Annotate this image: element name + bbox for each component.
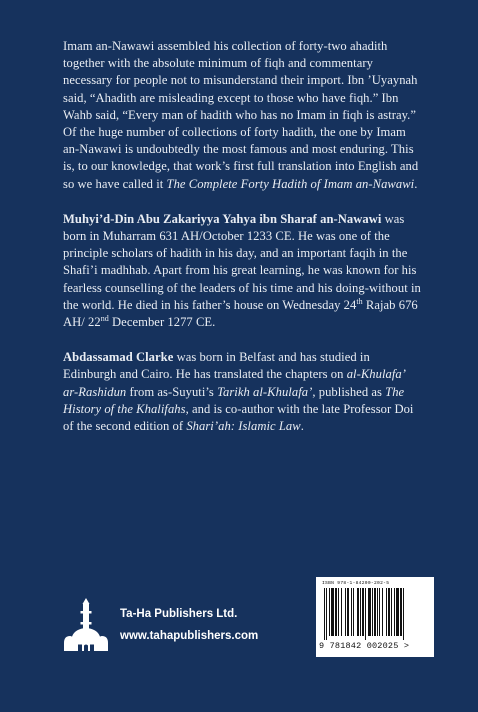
barcode-digits: 9 781842 002025 >	[319, 641, 410, 651]
barcode-bar	[338, 588, 339, 636]
barcode-bar	[365, 588, 366, 640]
translator-bio: Abdassamad Clarke was born in Belfast and has studied in Edinburgh and Cairo. He has translated the chapters on al-Khulafa’ ar-Rashidun from as-Suyuti’s Tarikh al-Khulafa’, published as The History of the Khalifahs, and is co-author with the late Professor Doi of the second edition of Shari’ah: Islamic Law.	[63, 350, 414, 434]
isbn-label: ISBN 978-1-84200-202-5	[322, 581, 390, 586]
barcode-bar	[357, 588, 359, 636]
barcode-bar	[345, 588, 346, 636]
barcode-bar	[362, 588, 364, 636]
barcode-bar	[335, 588, 337, 636]
barcode-bar	[400, 588, 402, 636]
barcode-bar	[379, 588, 380, 636]
barcode-bar	[377, 588, 378, 636]
author-name: Muhyi’d-Din Abu Zakariyya Yahya ibn Sharaf an-Nawawi	[63, 211, 382, 226]
barcode-bar	[403, 588, 404, 640]
barcode-bar	[388, 588, 390, 636]
barcode-bar	[391, 588, 392, 636]
barcode-bar	[368, 588, 371, 636]
barcode-bar	[372, 588, 373, 636]
barcode-bar	[386, 588, 387, 636]
barcode-bar	[396, 588, 399, 636]
barcode-bar	[329, 588, 330, 636]
barcode-bars	[323, 588, 427, 640]
book-title: The Complete Forty Hadith of Imam an-Nawawi	[166, 176, 415, 191]
blurb-paragraph-1: Imam an-Nawawi assembled his collection of forty-two ahadith together with the absolute minimum of fiqh and commentary necessary for people not to misunderstand their import. Ibn ’Uyaynah said, “Ahadith are misleading except to those who have fiqh.” Ibn Wahb said, “Every man of hadith who has no Imam in fiqh is astray.” Of the huge number of collections of forty hadith, the one by Imam an-Nawawi is undoubtedly the most famous and most enduring. This is, to our knowledge, that work’s first full translation into English and so we have called it The Complete Forty Hadith of Imam an-Nawawi.	[63, 39, 419, 191]
barcode-bar	[326, 588, 327, 640]
publisher-logo-icon	[62, 598, 110, 656]
barcode-bar	[351, 588, 352, 636]
author-bio: Muhyi’d-Din Abu Zakariyya Yahya ibn Sharaf an-Nawawi was born in Muharram 631 AH/October 1233 CE. He was one of the principle scholars of hadith in his day, and an important faqih in the Shafi’i madhhab. Apart from his great learning, he was known for his fearless counselling of the leaders of his time and his doing-without in the world. He died in his father’s house on Wednesday 24th Rajab 676 AH/ 22nd December 1277 CE.	[63, 211, 421, 330]
isbn-barcode	[316, 577, 434, 657]
barcode-bar	[331, 588, 334, 636]
barcode-bar	[360, 588, 361, 636]
barcode-bar	[341, 588, 342, 636]
publisher-name: Ta-Ha Publishers Ltd.	[120, 608, 238, 620]
barcode-bar	[347, 588, 349, 636]
translator-name: Abdassamad Clarke	[63, 350, 174, 365]
barcode-bar	[394, 588, 395, 636]
publisher-website: www.tahapublishers.com	[120, 630, 259, 642]
barcode-bar	[353, 588, 354, 636]
barcode-bar	[324, 588, 325, 640]
barcode-bar	[374, 588, 376, 636]
blurb-text	[63, 38, 423, 453]
barcode-bar	[382, 588, 383, 636]
